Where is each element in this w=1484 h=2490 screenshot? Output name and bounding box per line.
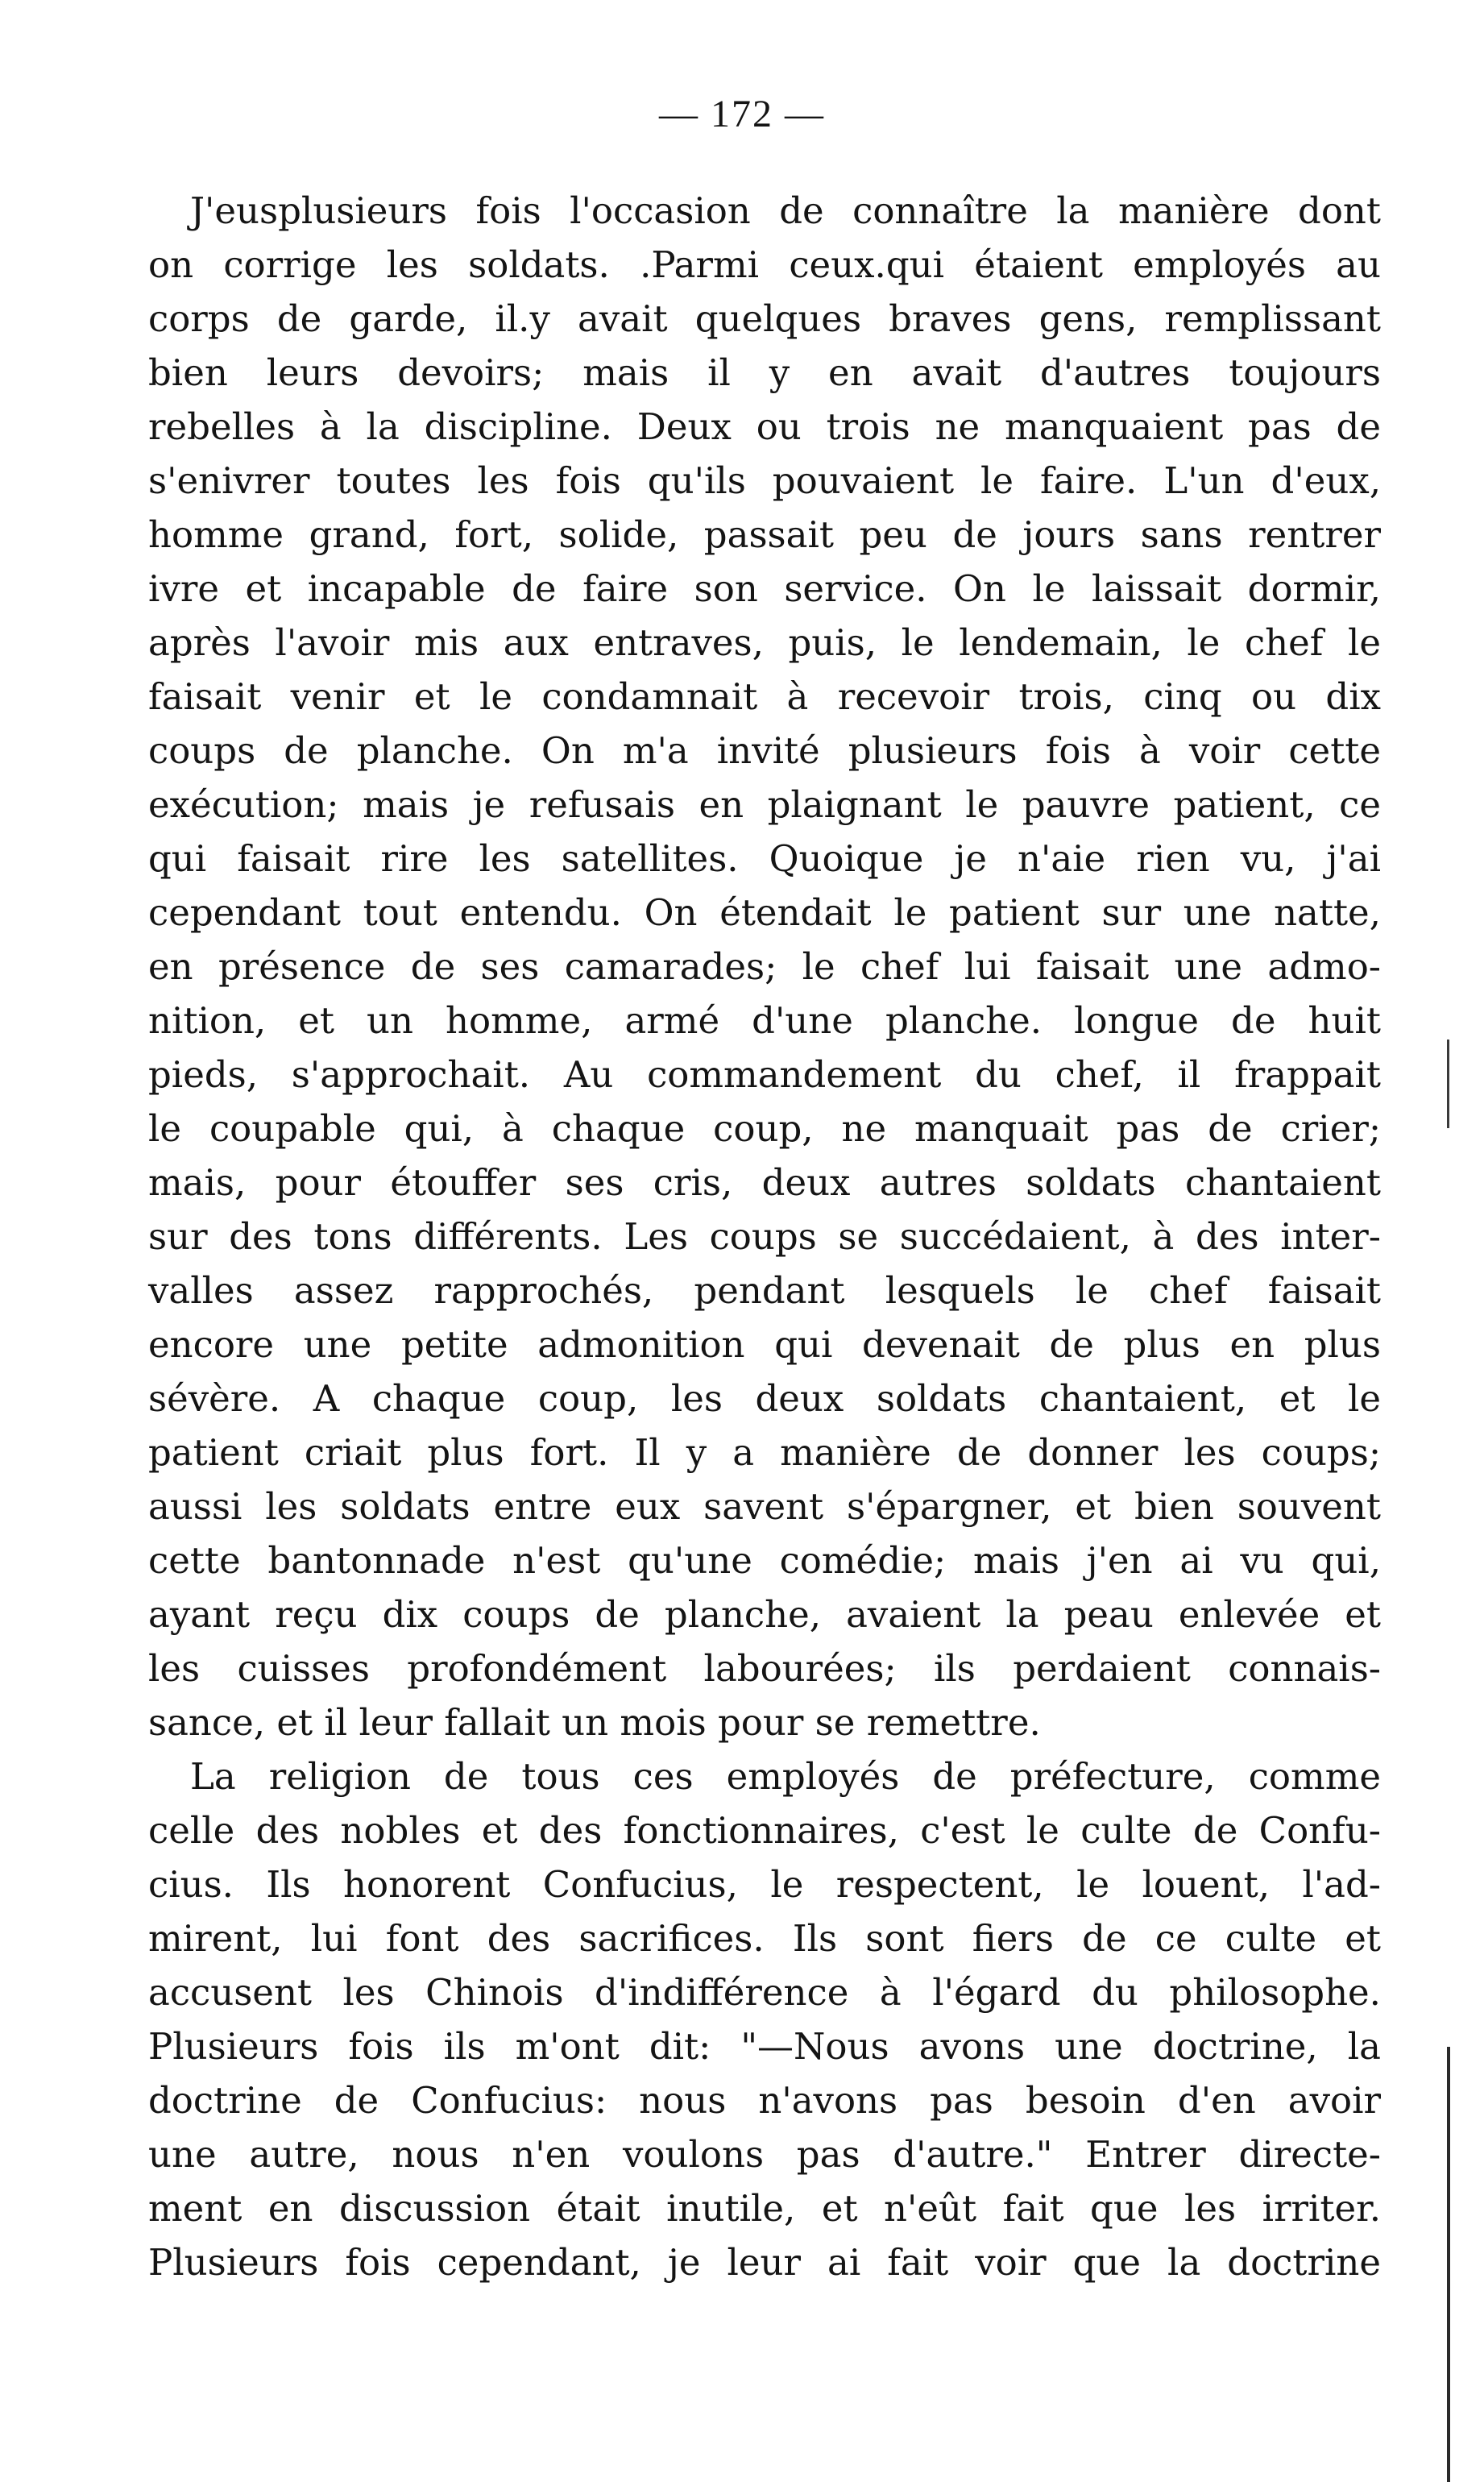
text-line: le coupable qui, à chaque coup, ne manquait pas de crier; bbox=[148, 1107, 1381, 1150]
page-number: — 172 — bbox=[659, 93, 825, 135]
paragraph-1 bbox=[148, 184, 1381, 1749]
text-line: valles assez rapprochés, pendant lesquels le chef faisait bbox=[148, 1269, 1381, 1312]
text-line: exécution; mais je refusais en plaignant le pauvre patient, ce bbox=[148, 783, 1381, 826]
text-line: accusent les Chinois d'indifférence à l'égard du philosophe. bbox=[148, 1971, 1381, 2014]
scan-edge-mark bbox=[1447, 1040, 1449, 1128]
text-line: cependant tout entendu. On étendait le patient sur une natte, bbox=[148, 891, 1381, 934]
text-line: sur des tons différents. Les coups se succédaient, à des inter- bbox=[148, 1215, 1381, 1258]
text-line: pieds, s'approchait. Au commandement du chef, il frappait bbox=[148, 1053, 1381, 1096]
text-line: patient criait plus fort. Il y a manière de donner les coups; bbox=[148, 1431, 1381, 1474]
scan-edge-mark bbox=[1447, 2047, 1450, 2482]
body-text bbox=[148, 184, 1381, 2289]
text-line: aussi les soldats entre eux savent s'épargner, et bien souvent bbox=[148, 1485, 1381, 1528]
text-line: ivre et incapable de faire son service. On le laissait dormir, bbox=[148, 567, 1381, 610]
text-line: en présence de ses camarades; le chef lui faisait une admo- bbox=[148, 945, 1381, 988]
text-line: corps de garde, il.y avait quelques braves gens, remplissant bbox=[148, 297, 1381, 340]
text-line: La religion de tous ces employés de préfecture, comme bbox=[190, 1755, 1381, 1798]
text-line: nition, et un homme, armé d'une planche. longue de huit bbox=[148, 999, 1381, 1042]
text-line: on corrige les soldats. .Parmi ceux.qui étaient employés au bbox=[148, 243, 1381, 286]
text-line: sance, et il leur fallait un mois pour se remettre. bbox=[148, 1701, 1041, 1744]
text-line: Plusieurs fois cependant, je leur ai fait voir que la doctrine bbox=[148, 2241, 1381, 2284]
text-line: J'eusplusieurs fois l'occasion de connaître la manière dont bbox=[190, 189, 1381, 232]
text-line: les cuisses profondément labourées; ils perdaient connais- bbox=[148, 1647, 1381, 1690]
text-line: s'enivrer toutes les fois qu'ils pouvaient le faire. L'un d'eux, bbox=[148, 459, 1381, 502]
text-line: rebelles à la discipline. Deux ou trois ne manquaient pas de bbox=[148, 405, 1381, 448]
text-line: ayant reçu dix coups de planche, avaient la peau enlevée et bbox=[148, 1593, 1381, 1636]
text-line: après l'avoir mis aux entraves, puis, le lendemain, le chef le bbox=[148, 621, 1381, 664]
text-line: mais, pour étouffer ses cris, deux autres soldats chantaient bbox=[148, 1161, 1381, 1204]
text-line: doctrine de Confucius: nous n'avons pas besoin d'en avoir bbox=[148, 2079, 1381, 2122]
text-line: ment en discussion était inutile, et n'eût fait que les irriter. bbox=[148, 2187, 1381, 2230]
paragraph-2 bbox=[148, 1749, 1381, 2289]
text-line: cius. Ils honorent Confucius, le respectent, le louent, l'ad- bbox=[148, 1863, 1381, 1906]
text-line: mirent, lui font des sacrifices. Ils sont fiers de ce culte et bbox=[148, 1917, 1381, 1960]
text-line: encore une petite admonition qui devenait de plus en plus bbox=[148, 1323, 1381, 1366]
text-line: cette bantonnade n'est qu'une comédie; mais j'en ai vu qui, bbox=[148, 1539, 1381, 1582]
text-line: faisait venir et le condamnait à recevoir trois, cinq ou dix bbox=[148, 675, 1381, 718]
text-line: bien leurs devoirs; mais il y en avait d'autres toujours bbox=[148, 351, 1381, 394]
text-line: homme grand, fort, solide, passait peu de jours sans rentrer bbox=[148, 513, 1381, 556]
text-line: qui faisait rire les satellites. Quoique je n'aie rien vu, j'ai bbox=[148, 837, 1381, 880]
text-line: sévère. A chaque coup, les deux soldats chantaient, et le bbox=[148, 1377, 1381, 1420]
text-line: une autre, nous n'en voulons pas d'autre." Entrer directe- bbox=[148, 2133, 1381, 2176]
text-line: Plusieurs fois ils m'ont dit: "—Nous avons une doctrine, la bbox=[148, 2025, 1381, 2068]
text-line: celle des nobles et des fonctionnaires, c'est le culte de Confu- bbox=[148, 1809, 1381, 1852]
text-line: coups de planche. On m'a invité plusieurs fois à voir cette bbox=[148, 729, 1381, 772]
